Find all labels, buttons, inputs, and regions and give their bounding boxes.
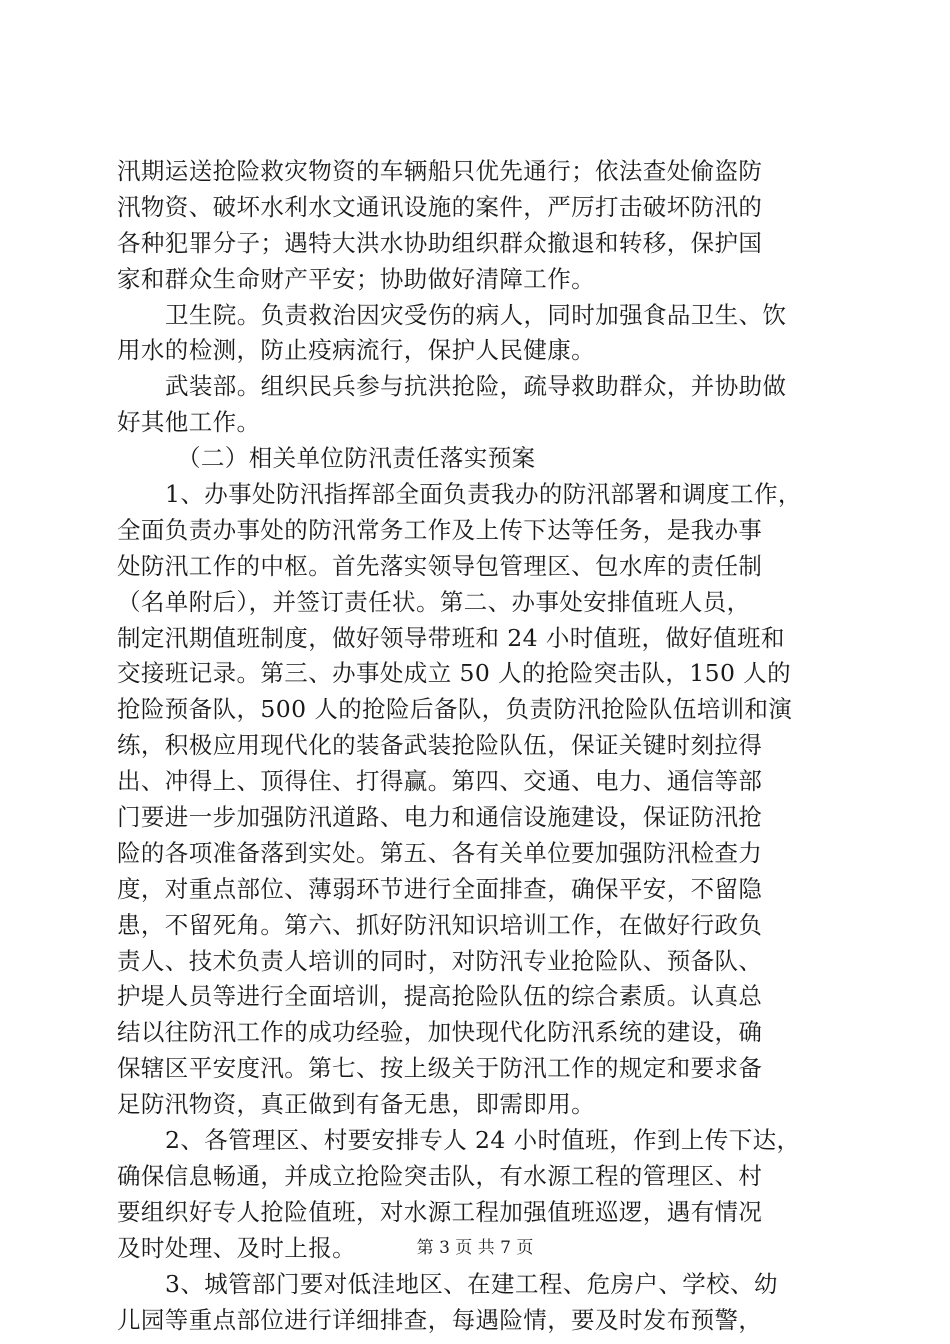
paragraph-item-2: 2、各管理区、村要安排专人 24 小时值班，作到上传下达，	[165, 1126, 801, 1155]
text-line: （名单附后），并签订责任状。第二、办事处安排值班人员，	[117, 587, 751, 616]
text-line: 汛期运送抢险救灾物资的车辆船只优先通行；依法查处偷盗防	[117, 157, 763, 185]
text-line: 及时处理、及时上报。	[117, 1233, 356, 1262]
text-line: 家和群众生命财产平安；协助做好清障工作。	[117, 264, 595, 293]
text-line: 门要进一步加强防汛道路、电力和通信设施建设，保证防汛抢	[117, 803, 763, 832]
paragraph-item-3: 3、城管部门要对低洼地区、在建工程、危房户、学校、幼	[165, 1269, 778, 1298]
text-line: 责人、技术负责人培训的同时，对防汛专业抢险队、预备队、	[117, 946, 763, 975]
text-line: 保辖区平安度汛。第七、按上级关于防汛工作的规定和要求备	[117, 1054, 763, 1083]
text-line: 儿园等重点部位进行详细排查，每遇险情，要及时发布预警，	[117, 1305, 763, 1334]
page-footer	[0, 1236, 950, 1260]
text-line: 练，积极应用现代化的装备武装抢险队伍，保证关键时刻拉得	[117, 731, 763, 760]
text-line: 要组织好专人抢险值班，对水源工程加强值班巡逻，遇有情况	[117, 1197, 763, 1226]
text-line: 足防汛物资，真正做到有备无患，即需即用。	[117, 1090, 595, 1119]
text-line: 确保信息畅通，并成立抢险突击队，有水源工程的管理区、村	[117, 1161, 763, 1190]
text-line: 处防汛工作的中枢。首先落实领导包管理区、包水库的责任制	[117, 551, 763, 580]
text-line: 抢险预备队，500 人的抢险后备队，负责防汛抢险队伍培训和演	[117, 695, 793, 724]
text-line: 制定汛期值班制度，做好领导带班和 24 小时值班，做好值班和	[117, 623, 785, 652]
paragraph-item-1: 1、办事处防汛指挥部全面负责我办的防汛部署和调度工作，	[165, 480, 802, 509]
text-line: 用水的检测，防止疫病流行，保护人民健康。	[117, 336, 595, 365]
paragraph-health-center: 卫生院。负责救治因灾受伤的病人，同时加强食品卫生、饮	[165, 300, 787, 329]
text-line: 患，不留死角。第六、抓好防汛知识培训工作，在做好行政负	[117, 910, 763, 939]
page-number-label: 第 3 页 共 7 页	[416, 1238, 534, 1258]
text-line: 险的各项准备落到实处。第五、各有关单位要加强防汛检查力	[117, 838, 763, 867]
text-line: 度，对重点部位、薄弱环节进行全面排查，确保平安，不留隐	[117, 874, 763, 903]
paragraph-armed-forces: 武装部。组织民兵参与抗洪抢险，疏导救助群众，并协助做	[165, 372, 787, 401]
text-line: 护堤人员等进行全面培训，提高抢险队伍的综合素质。认真总	[117, 982, 763, 1011]
document-body	[117, 154, 839, 1338]
text-line: 好其他工作。	[117, 408, 261, 437]
text-line: 各种犯罪分子；遇特大洪水协助组织群众撤退和转移，保护国	[117, 228, 763, 257]
text-line: 汛物资、破坏水利水文通讯设施的案件，严厉打击破坏防汛的	[117, 192, 763, 221]
text-line: 结以往防汛工作的成功经验，加快现代化防汛系统的建设，确	[117, 1018, 763, 1047]
text-line: 全面负责办事处的防汛常务工作及上传下达等任务，是我办事	[117, 515, 763, 544]
text-line: 出、冲得上、顶得住、打得赢。第四、交通、电力、通信等部	[117, 767, 763, 796]
section-heading: （二）相关单位防汛责任落实预案	[177, 444, 536, 473]
text-line: 交接班记录。第三、办事处成立 50 人的抢险突击队，150 人的	[117, 659, 791, 688]
